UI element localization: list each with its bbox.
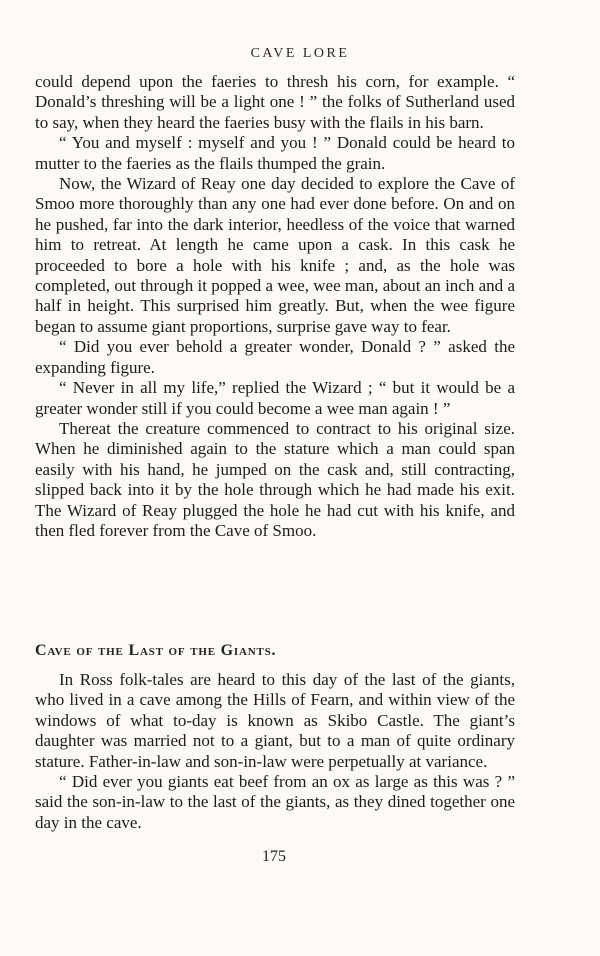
- paragraph: “ You and myself : myself and you ! ” Donald could be heard to mutter to the faeries as the flails thumped the grain.: [35, 133, 515, 173]
- body-text-part2: [35, 670, 515, 833]
- section-heading: Cave of the Last of the Giants.: [35, 642, 277, 659]
- paragraph: In Ross folk-tales are heard to this day of the last of the giants, who lived in a cave among the Hills of Fearn, and within view of the windows of what to-day is known as Skibo Castle. The giant’s daughter was married not to a giant, but to a man of quite ordinary stature. Father-in-law and son-in-law were perpetually at variance.: [35, 670, 515, 771]
- paragraph: Thereat the creature commenced to contract to his original size. When he diminished again to the stature which a man could span easily with his hand, he jumped on the cask and, still contracting, slipped back into it by the hole through which he had made his exit. The Wizard of Reay plugged the hole he had cut with his knife, and then fled forever from the Cave of Smoo.: [35, 418, 515, 540]
- paragraph: “ Never in all my life,” replied the Wizard ; “ but it would be a greater wonder still if you could become a wee man again ! ”: [35, 378, 515, 418]
- page-number: 175: [262, 848, 286, 865]
- paragraph: Now, the Wizard of Reay one day decided to explore the Cave of Smoo more thoroughly than any one had ever done before. On and on he pushed, far into the dark interior, heedless of the voice that warned him to retreat. At length he came upon a cask. In this cask he proceeded to bore a hole with his knife ; and, as the hole was completed, out through it popped a wee, wee man, about an inch and a half in height. This surprised him greatly. But, when the wee figure began to assume giant proportions, surprise gave way to fear.: [35, 174, 515, 336]
- body-text-part1: [35, 72, 515, 541]
- paragraph: could depend upon the faeries to thresh his corn, for example. “ Donald’s threshing will be a light one ! ” the folks of Sutherland used to say, when they heard the faeries busy with the flails in his barn.: [35, 72, 515, 132]
- running-head: CAVE LORE: [250, 46, 350, 61]
- paragraph: “ Did ever you giants eat beef from an ox as large as this was ? ” said the son-in-law to the last of the giants, as they dined together one day in the cave.: [35, 772, 515, 832]
- paragraph: “ Did you ever behold a greater wonder, Donald ? ” asked the expanding figure.: [35, 337, 515, 377]
